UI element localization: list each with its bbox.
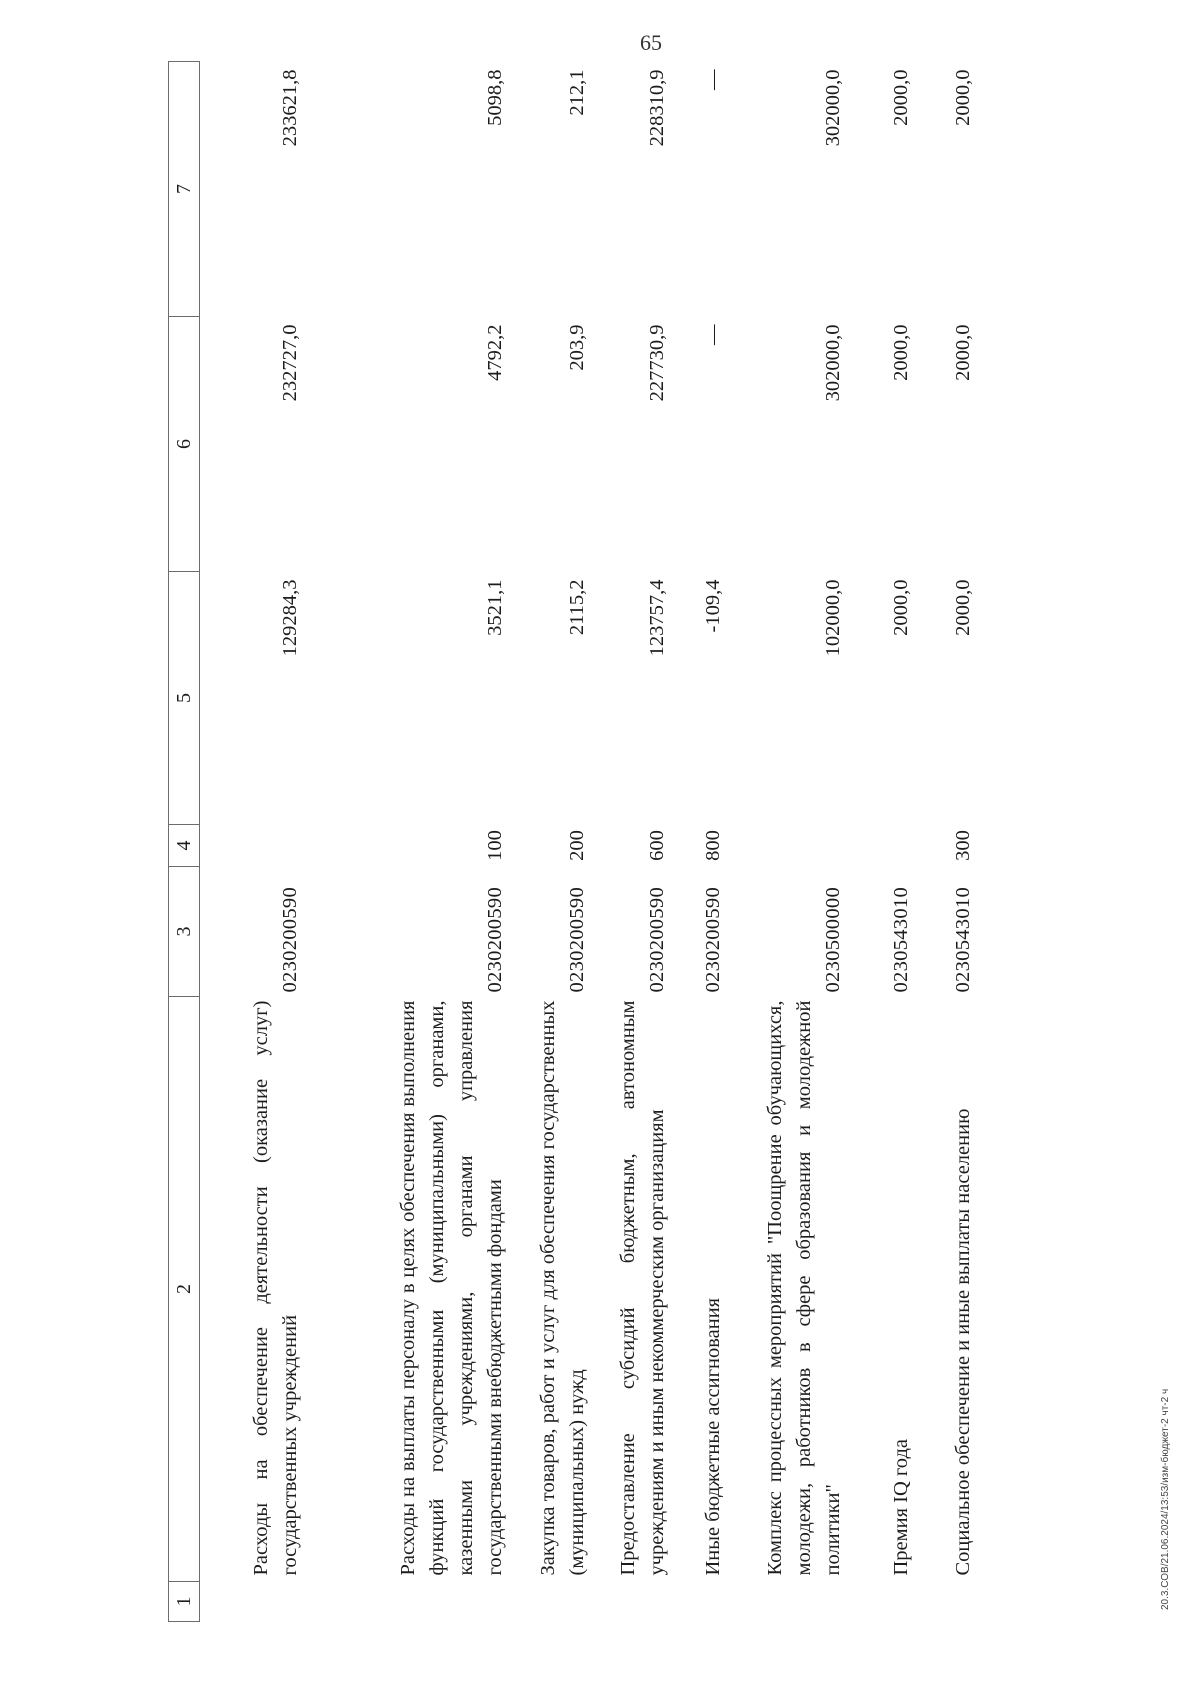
row-expense-type: 600	[646, 830, 669, 861]
row-value-col6: 227730,9	[646, 324, 669, 402]
row-value-col6: 2000,0	[890, 324, 913, 381]
row-value-col5: 2115,2	[566, 579, 589, 636]
row-expense-type: 300	[952, 830, 975, 861]
row-value-col6: 232727,0	[279, 324, 302, 402]
row-description: Расходы на выплаты персоналу в целях обеспечения выполнения функций государственными (муниципальными) органами, казенными учреждениями, органами управления государственными внебюджетными фондами	[397, 1000, 507, 1576]
table-row	[525, 62, 607, 1622]
row-value-col5: -109,4	[702, 579, 725, 633]
row-target-code: 0230200590	[279, 887, 302, 993]
row-value-col5: 123757,4	[646, 579, 669, 657]
row-value-col6: —	[702, 324, 725, 345]
table-row	[607, 62, 687, 1622]
budget-table	[168, 61, 993, 1622]
row-description: Социальное обеспечение и иные выплаты населению	[952, 1108, 975, 1576]
row-target-code: 0230543010	[952, 887, 975, 993]
row-description: Комплекс процессных мероприятий "Поощрение обучающихся, молодежи, работников в сфере образования и молодежной политики"	[764, 1000, 845, 1576]
table-row	[931, 62, 993, 1622]
table-header-row	[169, 62, 200, 1622]
row-value-col6: 302000,0	[822, 324, 845, 402]
table-row	[200, 62, 320, 1622]
header-col-7: 7	[169, 62, 200, 317]
row-expense-type: 200	[566, 830, 589, 861]
row-value-col7: 5098,8	[484, 69, 507, 126]
row-value-col7: 233621,8	[279, 69, 302, 147]
row-target-code: 0230200590	[566, 887, 589, 993]
header-col-5: 5	[169, 572, 200, 825]
header-col-4: 4	[169, 825, 200, 867]
table-row	[687, 62, 743, 1622]
row-description: Предоставление субсидий бюджетным, автономным учреждениям и иным некоммерческим организациям	[617, 1000, 669, 1576]
row-value-col7: —	[702, 69, 725, 90]
row-description: Расходы на обеспечение деятельности (оказание услуг) государственных учреждений	[250, 1000, 302, 1576]
row-value-col6: 203,9	[566, 324, 589, 371]
row-target-code: 0230200590	[646, 887, 669, 993]
row-expense-type	[863, 825, 931, 867]
header-col-1: 1	[169, 1582, 200, 1622]
row-value-col7: 2000,0	[890, 69, 913, 126]
row-expense-type: 100	[484, 830, 507, 861]
row-target-code: 0230200590	[484, 887, 507, 993]
header-col-2: 2	[169, 997, 200, 1582]
table-row	[743, 62, 863, 1622]
row-description: Иные бюджетные ассигнования	[702, 1297, 725, 1576]
row-value-col5: 3521,1	[484, 579, 507, 636]
row-value-col6: 2000,0	[952, 324, 975, 381]
row-value-col6: 4792,2	[484, 324, 507, 381]
row-value-col7: 212,1	[566, 69, 589, 116]
row-value-col5: 102000,0	[822, 579, 845, 657]
row-description: Премия IQ года	[890, 1439, 913, 1576]
row-expense-type	[200, 825, 320, 867]
table-row	[320, 62, 525, 1622]
page-number: 65	[640, 30, 662, 55]
row-value-col5: 2000,0	[890, 579, 913, 636]
row-value-col7: 302000,0	[822, 69, 845, 147]
budget-table-rotated	[168, 62, 1048, 1622]
document-reference: 20.3.СОВ/21.06.2024/13:53/изм-бюджет-2 чт-2 ч	[1160, 1388, 1171, 1610]
row-value-col7: 2000,0	[952, 69, 975, 126]
table-row	[863, 62, 931, 1622]
row-description: Закупка товаров, работ и услуг для обеспечения государственных (муниципальных) нужд	[537, 1000, 589, 1576]
header-col-6: 6	[169, 317, 200, 572]
row-expense-type: 800	[702, 830, 725, 861]
row-target-code: 0230543010	[890, 887, 913, 993]
row-target-code: 0230500000	[822, 887, 845, 993]
row-value-col5: 2000,0	[952, 579, 975, 636]
row-expense-type	[743, 825, 863, 867]
row-value-col5: 129284,3	[279, 579, 302, 657]
header-col-3: 3	[169, 867, 200, 997]
row-target-code: 0230200590	[702, 887, 725, 993]
row-value-col7: 228310,9	[646, 69, 669, 147]
